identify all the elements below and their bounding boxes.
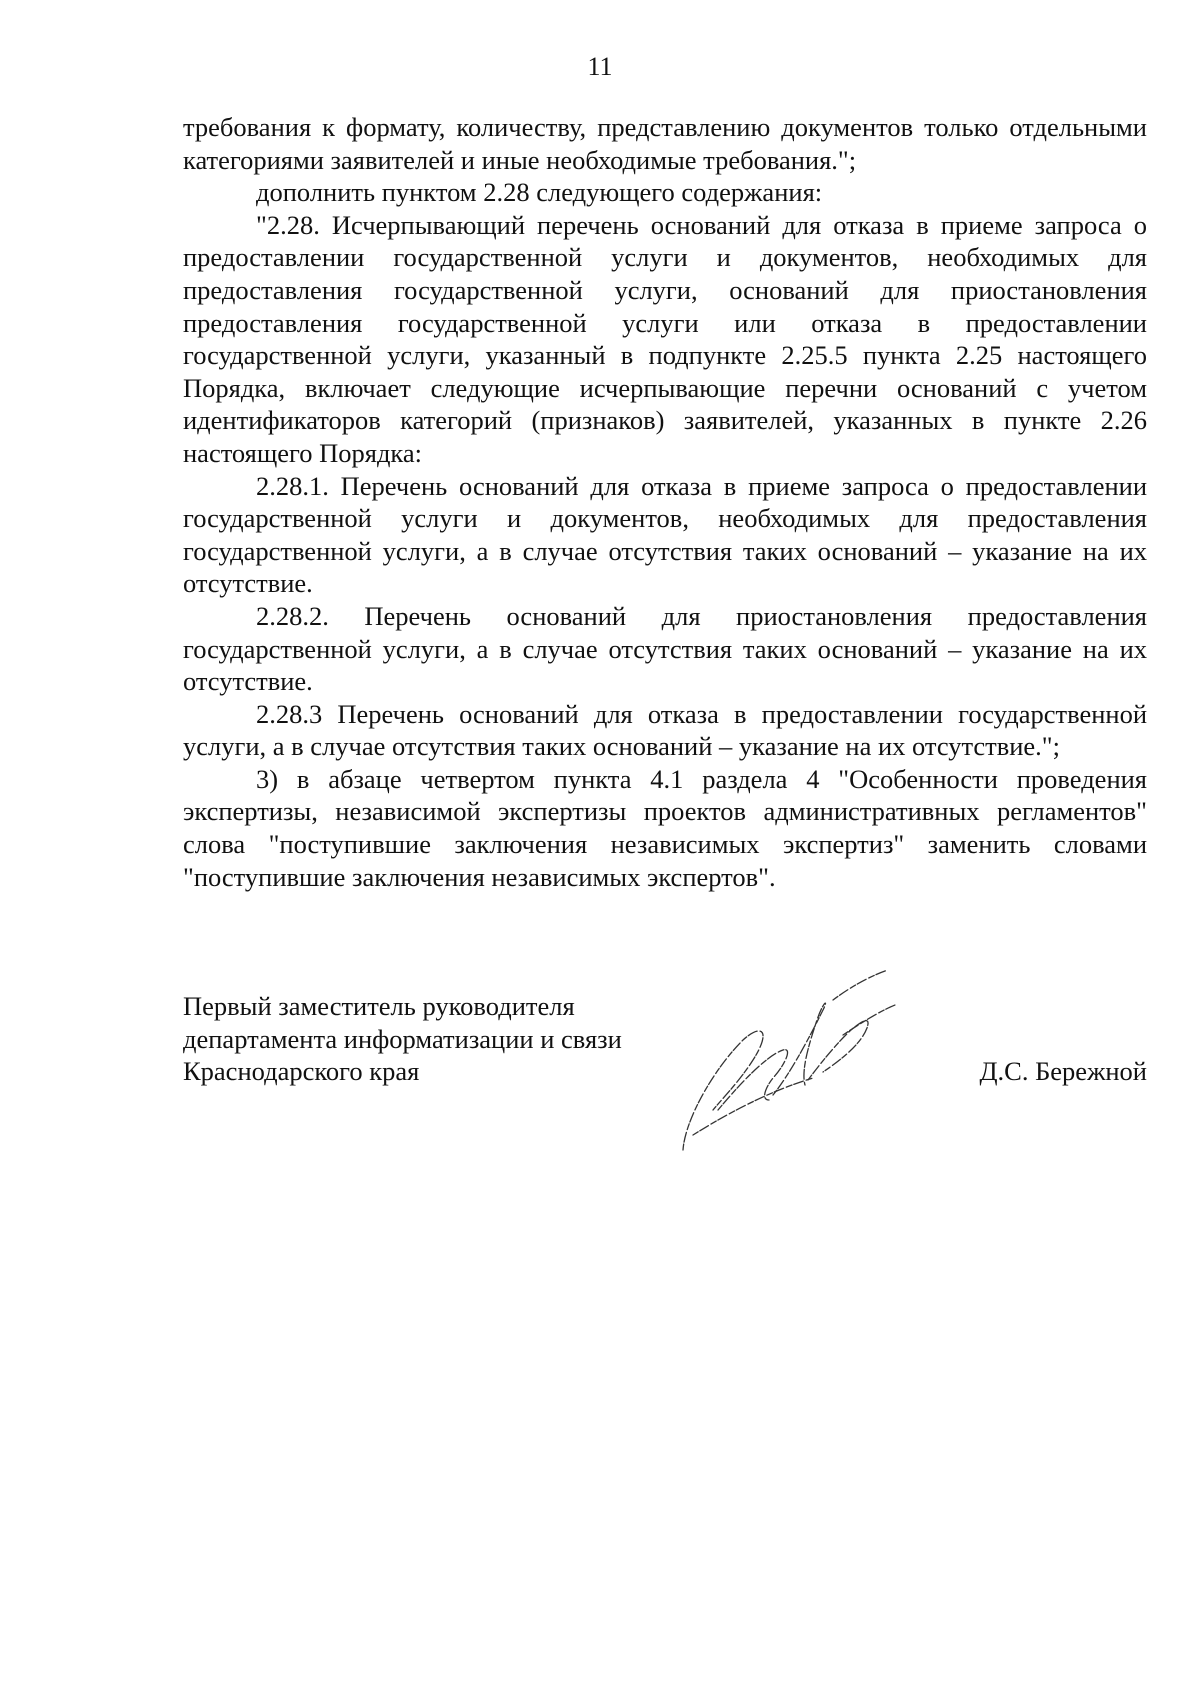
- paragraph: требования к формату, количеству, представлению документов только отдельными категориями заявителей и иные необходимые требования.";: [183, 112, 1147, 175]
- page-number: 11: [587, 52, 613, 81]
- signatory-position-line: департамента информатизации и связи: [183, 1023, 622, 1054]
- paragraph: 2.28.2. Перечень оснований для приостановления предоставления государственной услуги, а в случае отсутствия таких оснований – указание на их отсутствие.: [183, 600, 1147, 697]
- paragraph: 2.28.3 Перечень оснований для отказа в предоставлении государственной услуги, а в случае отсутствия таких оснований – указание на их отсутствие.";: [183, 698, 1147, 762]
- signatory-position-line: Краснодарского края: [183, 1056, 420, 1087]
- signatory-name: Д.С. Бережной: [979, 1056, 1147, 1086]
- signature-block: [183, 990, 1147, 1170]
- paragraph: "2.28. Исчерпывающий перечень оснований для отказа в приеме запроса о предоставлении государственной услуги и документов, необходимых для предоставления государственной услуги, оснований для приостановления предоставления государственной услуги или отказа в предоставлении государственной услуги, указанный в подпункте 2.25.5 пункта 2.25 настоящего Порядка, включает следующие исчерпывающие перечни оснований с учетом идентификаторов категорий (признаков) заявителей, указанных в пункте 2.26 настоящего Порядка:: [183, 209, 1147, 468]
- paragraph: дополнить пунктом 2.28 следующего содержания:: [256, 177, 823, 208]
- document-body: [183, 111, 1147, 893]
- handwritten-signature: [673, 960, 913, 1160]
- signatory-position-line: Первый заместитель руководителя: [183, 991, 575, 1021]
- paragraph: 3) в абзаце четвертом пункта 4.1 раздела 4 "Особенности проведения экспертизы, независимой экспертизы проектов административных регламентов" слова "поступившие заключения независимых экспертиз" заменить словами "поступившие заключения независимых экспертов".: [183, 763, 1147, 892]
- paragraph: 2.28.1. Перечень оснований для отказа в приеме запроса о предоставлении государственной услуги и документов, необходимых для предоставления государственной услуги, а в случае отсутствия таких оснований – указание на их отсутствие.: [183, 470, 1147, 599]
- signatory-position: [183, 990, 622, 1088]
